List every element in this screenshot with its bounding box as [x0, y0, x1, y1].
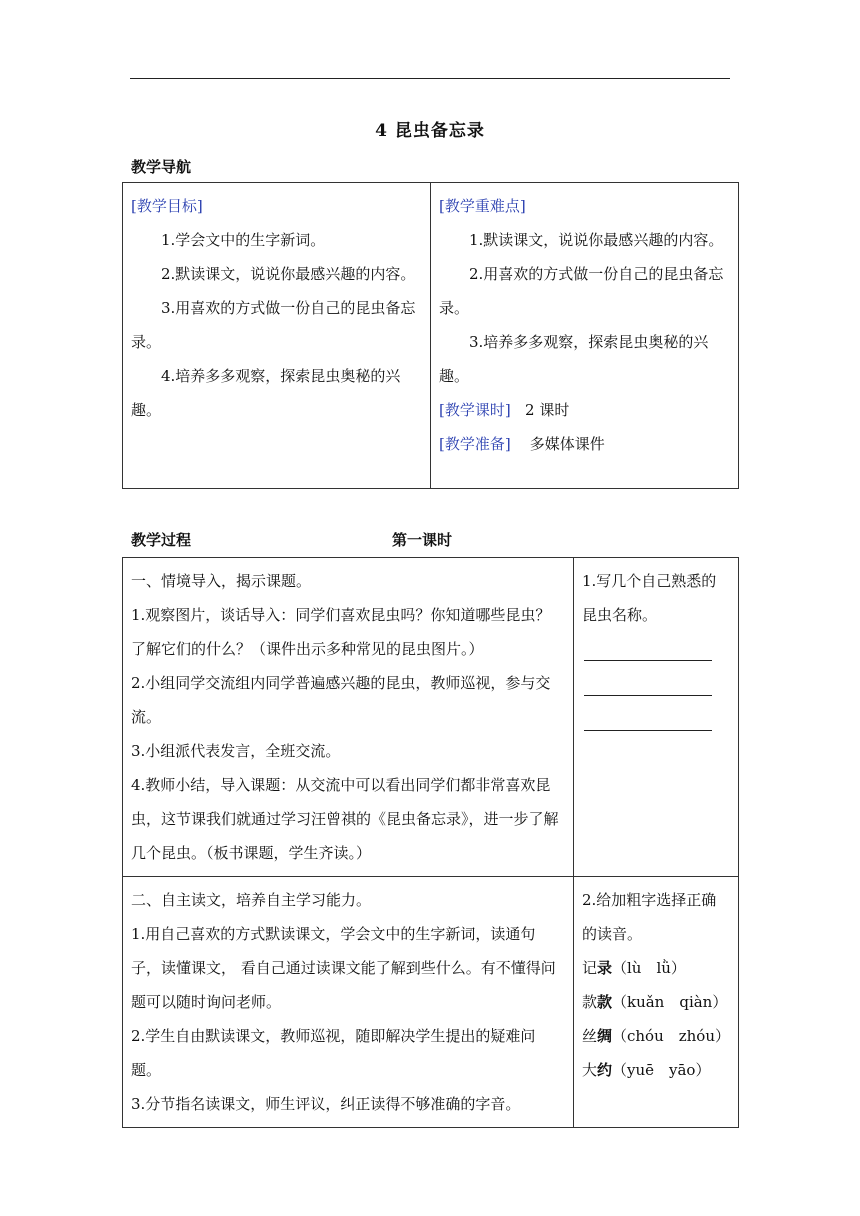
objective-item: 4.培养多多观察，探索昆虫奥秘的兴趣。 — [131, 367, 401, 419]
class-hours-label: [教学课时] — [439, 401, 511, 419]
key-point-item: 3.培养多多观察，探索昆虫奥秘的兴趣。 — [439, 333, 709, 385]
pinyin-bold-char: 绸 — [596, 1027, 612, 1045]
top-rule — [130, 78, 730, 79]
pinyin-bold-char: 约 — [596, 1061, 612, 1079]
key-point-item: 2.用喜欢的方式做一份自己的昆虫备忘录。 — [439, 265, 724, 317]
pinyin-prefix: 丝 — [581, 1027, 597, 1045]
section2-side-prompt: 2.给加粗字选择正确的读音。 — [581, 891, 717, 943]
class-hours-value: 2 课时 — [525, 401, 570, 419]
section2-main-cell — [123, 877, 574, 1128]
key-points-heading: [教学重难点] — [439, 197, 526, 215]
teaching-navigation-table — [122, 182, 739, 489]
pinyin-choice-row — [582, 951, 730, 985]
teaching-process-table — [122, 557, 739, 1128]
key-points-cell — [431, 183, 739, 489]
preparation-row — [439, 427, 730, 461]
section1-side-prompt: 1.写几个自己熟悉的昆虫名称。 — [581, 572, 717, 624]
pinyin-prefix: 记 — [581, 959, 597, 977]
section2-side-cell — [573, 877, 738, 1128]
pinyin-options[interactable]: （kuǎn qiàn） — [611, 993, 728, 1011]
section1-heading: 一、情境导入，揭示课题。 — [131, 572, 312, 590]
section1-side-cell — [573, 558, 738, 877]
pinyin-choice-row — [582, 985, 730, 1019]
pinyin-bold-char: 录 — [596, 959, 612, 977]
preparation-value: 多媒体课件 — [529, 435, 605, 453]
objectives-cell — [123, 183, 431, 489]
process-label: 教学过程 — [131, 531, 192, 549]
objective-item: 2.默读课文，说说你最感兴趣的内容。 — [161, 265, 416, 283]
section1-item: 4.教师小结，导入课题：从交流中可以看出同学们都非常喜欢昆虫，这节课我们就通过学习汪曾祺的《昆虫备忘录》，进一步了解几个昆虫。（板书课题，学生齐读。） — [131, 776, 559, 862]
pinyin-prefix: 大 — [581, 1061, 597, 1079]
section2-item: 3.分节指名读课文，师生评议，纠正读得不够准确的字音。 — [131, 1095, 521, 1113]
answer-blank-line[interactable] — [584, 695, 712, 696]
preparation-label: [教学准备] — [439, 435, 511, 453]
pinyin-options[interactable]: （yuē yāo） — [611, 1061, 711, 1079]
page-title: 4 昆虫备忘录 — [375, 121, 485, 141]
objective-item: 3.用喜欢的方式做一份自己的昆虫备忘录。 — [131, 299, 416, 351]
section2-item: 1.用自己喜欢的方式默读课文，学会文中的生字新词，读通句子，读懂课文， 看自己通过读课文能了解到些什么。有不懂得问题可以随时询问老师。 — [131, 925, 556, 1011]
nav-label: 教学导航 — [131, 158, 192, 176]
answer-blank-line[interactable] — [584, 660, 712, 661]
pinyin-options[interactable]: （chóu zhóu） — [611, 1027, 730, 1045]
key-point-item: 1.默读课文，说说你最感兴趣的内容。 — [469, 231, 724, 249]
section1-item: 3.小组派代表发言，全班交流。 — [131, 742, 341, 760]
pinyin-options[interactable]: （lù lǜ） — [611, 959, 686, 977]
pinyin-prefix: 款 — [581, 993, 597, 1011]
pinyin-bold-char: 款 — [596, 993, 612, 1011]
section2-item: 2.学生自由默读课文，教师巡视，随即解决学生提出的疑难问题。 — [131, 1027, 536, 1079]
pinyin-choice-row — [582, 1019, 730, 1053]
objectives-heading: [教学目标] — [131, 197, 203, 215]
section1-main-cell — [123, 558, 574, 877]
pinyin-choice-row — [582, 1053, 730, 1087]
section1-item: 2.小组同学交流组内同学普遍感兴趣的昆虫，教师巡视，参与交流。 — [131, 674, 551, 726]
class-hours-row — [439, 393, 730, 427]
lesson-label: 第一课时 — [392, 531, 453, 549]
section1-item: 1.观察图片，谈话导入：同学们喜欢昆虫吗？你知道哪些昆虫？了解它们的什么？（课件出示多种常见的昆虫图片。） — [131, 606, 551, 658]
section2-heading: 二、自主读文，培养自主学习能力。 — [131, 891, 372, 909]
answer-blank-line[interactable] — [584, 730, 712, 731]
objective-item: 1.学会文中的生字新词。 — [161, 231, 326, 249]
